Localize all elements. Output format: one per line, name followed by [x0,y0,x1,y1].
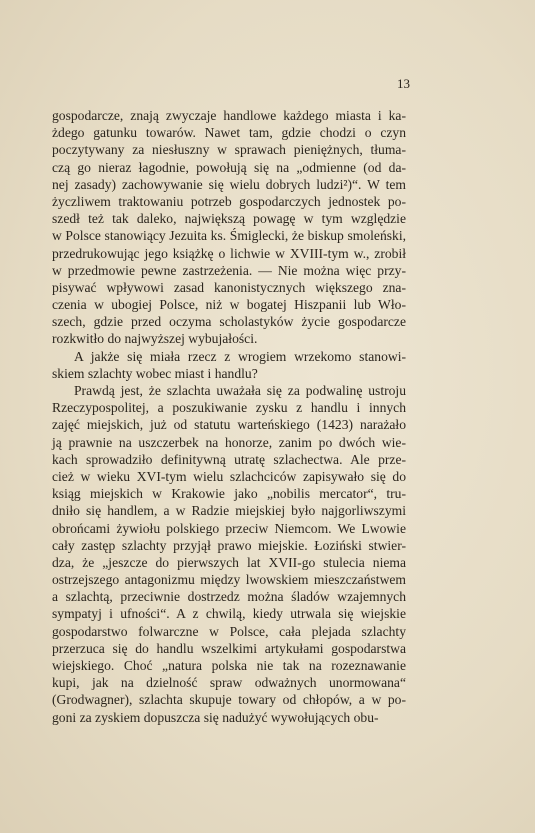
paragraph [52,348,406,382]
text-line: cież w wieku XVI-tym wielu szlachciców zapisywało się do [52,468,406,484]
page-number: 13 [397,76,410,91]
text-line: Rzeczypospolitej, a poszukiwanie zysku z handlu i innych [52,400,406,416]
text-line: zajęć miejskich, już od statutu warteńskiego (1423) narażało [52,417,406,433]
text-line: (Grodwagner), szlachta skupuje towary od chłopów, a w po- [52,692,406,708]
text-line: nej zasady) zachowywanie się wielu dobrych ludzi²)“. W tem [52,176,406,192]
text-line: przerzuca się do handlu wszelkimi artykułami gospodarstwa [52,640,406,656]
text-line: ksiąg miejskich w Krakowie jako „nobilis mercator“, tru- [52,486,406,502]
text-line: życzliwem traktowaniu potrzeb gospodarczych jednostek po- [52,193,406,209]
text-line: w przedmowie pewne zastrzeżenia. — Nie można więc przy- [52,262,406,278]
text-line: goni za zyskiem dopuszcza się nadużyć wywołujących obu- [52,709,379,725]
text-line: pisywać wpływowi zasad kanonistycznych większego zna- [52,279,406,295]
text-line: rozkwitło do najwyższej wybujałości. [52,331,258,347]
text-line: A jakże się miała rzecz z wrogiem wrzekomo stanowi- [74,348,406,364]
text-line: ją prawnie na uszczerbek na honorze, zanim po dwóch wie- [52,434,406,450]
text-line: szech, gdzie przed oczyma scholastyków życie gospodarcze [52,314,406,330]
text-line: cały zastęp szlachty przyjął prawo miejskie. Łoziński stwier- [52,537,406,553]
text-line: czenia w ubogiej Polsce, niż w bogatej Hiszpanii lub Wło- [52,297,406,313]
paragraph [52,107,406,348]
body-text [52,107,406,726]
text-line: czą go nieraz łagodnie, powołują się na „odmienne (od da- [52,159,406,175]
text-line: dniło się handlem, a w Radzie miejskiej było najgorliwszymi [52,503,406,519]
text-line: poczytywany za niesłuszny w sprawach pieniężnych, tłuma- [52,142,406,158]
text-line: żdego gatunku towarów. Nawet tam, gdzie chodzi o czyn [52,125,406,141]
text-line: skiem szlachty wobec miast i handlu? [52,365,258,381]
text-line: gospodarstwo folwarczne w Polsce, cała plejada szlachty [52,623,406,639]
text-line: kupi, jak na dzielność spraw odważnych unormowana“ [52,675,406,691]
text-line: dza, że „jeszcze do pierwszych lat XVII-go stulecia niema [52,554,406,570]
text-line: Prawdą jest, że szlachta uważała się za podwalinę ustroju [74,383,406,398]
text-line: a szlachtą, przeciwnie dostrzedz można śladów wzajemnych [52,589,406,605]
text-line: w Polsce stanowiący Jezuita ks. Śmiglecki, że biskup smoleński, [52,228,406,244]
text-line: wiejskiego. Choć „natura polska nie tak na rozeznawanie [52,658,406,673]
paragraph [52,382,406,726]
text-line: szedł też tak daleko, największą powagę w tym względzie [52,211,406,227]
text-line: kach sprowadziło definitywną utratę szlachectwa. Ale prze- [52,451,406,467]
text-line: przedrukowując jego książkę o lichwie w XVIII-tym w., zrobił [52,245,406,261]
text-line: obrońcami żywiołu polskiego przeciw Niemcom. We Lwowie [52,520,406,536]
text-line: gospodarcze, znają zwyczaje handlowe każdego miasta i ka- [52,108,406,123]
text-line: ostrzejszego antagonizmu między lwowskiem mieszczaństwem [52,572,406,588]
text-line: sympatyj i ufności“. A z chwilą, kiedy utrwala się wiejskie [52,606,406,622]
